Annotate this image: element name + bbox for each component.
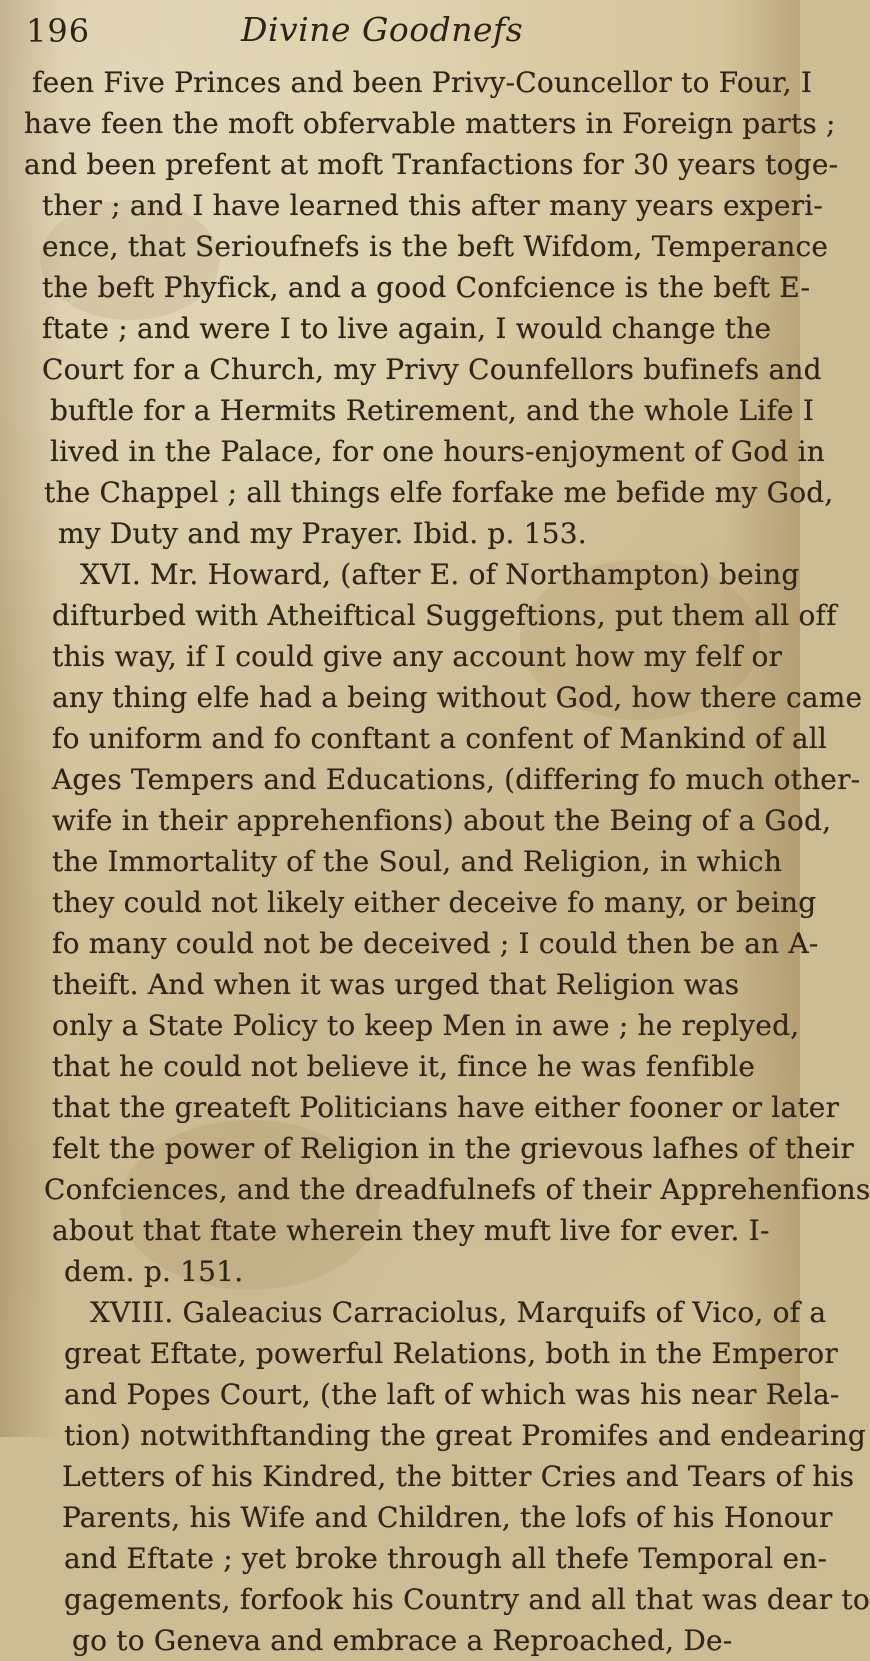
text-line: ther ; and I have learned this after many years experi-: [42, 189, 824, 222]
text-line: Ages Tempers and Educations, (differing fo much other-: [52, 763, 861, 796]
text-line: difturbed with Atheiftical Suggeftions, put them all off: [52, 599, 837, 632]
text-line: any thing elfe had a being without God, how there came: [52, 681, 863, 714]
text-line: the Chappel ; all things elfe forfake me befide my God,: [44, 476, 834, 509]
text-line: great Eftate, powerful Relations, both in the Emperor: [64, 1337, 838, 1370]
text-line: wife in their apprehenfions) about the Being of a God,: [52, 804, 832, 837]
text-line: and Eftate ; yet broke through all thefe Temporal en-: [64, 1542, 828, 1575]
text-line: theift. And when it was urged that Religion was: [52, 968, 740, 1001]
text-line: and been prefent at moft Tranfactions for 30 years toge-: [24, 148, 839, 181]
page-header: [26, 8, 776, 52]
text-line: the Immortality of the Soul, and Religion, in which: [52, 845, 783, 878]
page-number: 196: [26, 12, 91, 50]
text-line: that he could not believe it, fince he was fenfible: [52, 1050, 756, 1083]
text-line: fo many could not be deceived ; I could then be an A-: [52, 927, 819, 960]
text-line: only a State Policy to keep Men in awe ; he replyed,: [52, 1009, 800, 1042]
text-body: [24, 62, 870, 1661]
text-line: felt the power of Religion in the grievous lafhes of their: [52, 1132, 855, 1165]
text-line: fo uniform and fo conftant a confent of Mankind of all: [52, 722, 828, 755]
text-line: Confciences, and the dreadfulnefs of their Apprehenfions: [44, 1173, 870, 1206]
running-title: Divine Goodnefs: [241, 10, 524, 49]
text-line: my Duty and my Prayer. Ibid. p. 153.: [58, 517, 587, 550]
text-line: lived in the Palace, for one hours-enjoyment of God in: [50, 435, 825, 468]
text-line: about that ftate wherein they muft live for ever. I-: [52, 1214, 770, 1247]
text-line: Parents, his Wife and Children, the lofs of his Honour: [62, 1501, 833, 1534]
text-line: tion) notwithftanding the great Promifes and endearing: [64, 1419, 867, 1452]
text-line: they could not likely either deceive fo many, or being: [52, 886, 817, 919]
text-line: and Popes Court, (the laft of which was his near Rela-: [64, 1378, 840, 1411]
text-line: buftle for a Hermits Retirement, and the whole Life I: [50, 394, 815, 427]
text-line: ftate ; and were I to live again, I would change the: [42, 312, 772, 345]
text-line: the beft Phyfick, and a good Confcience is the beft E-: [42, 271, 811, 304]
text-line: this way, if I could give any account how my felf or: [52, 640, 783, 673]
text-line: ence, that Serioufnefs is the beft Wifdom, Temperance: [42, 230, 829, 263]
text-line: XVIII. Galeacius Carraciolus, Marquifs of Vico, of a: [90, 1296, 827, 1329]
text-line: go to Geneva and embrace a Reproached, De-: [72, 1624, 733, 1657]
text-line: Letters of his Kindred, the bitter Cries and Tears of his: [62, 1460, 855, 1493]
text-line: dem. p. 151.: [64, 1255, 244, 1288]
text-line: Court for a Church, my Privy Counfellors bufinefs and: [42, 353, 822, 386]
text-line: that the greateft Politicians have either fooner or later: [52, 1091, 840, 1124]
text-line: gagements, forfook his Country and all that was dear to: [64, 1583, 870, 1616]
text-line: XVI. Mr. Howard, (after E. of Northampton) being: [80, 558, 800, 591]
text-line: have feen the moft obfervable matters in Foreign parts ;: [24, 107, 836, 140]
text-line: feen Five Princes and been Privy-Councellor to Four, I: [32, 66, 813, 99]
